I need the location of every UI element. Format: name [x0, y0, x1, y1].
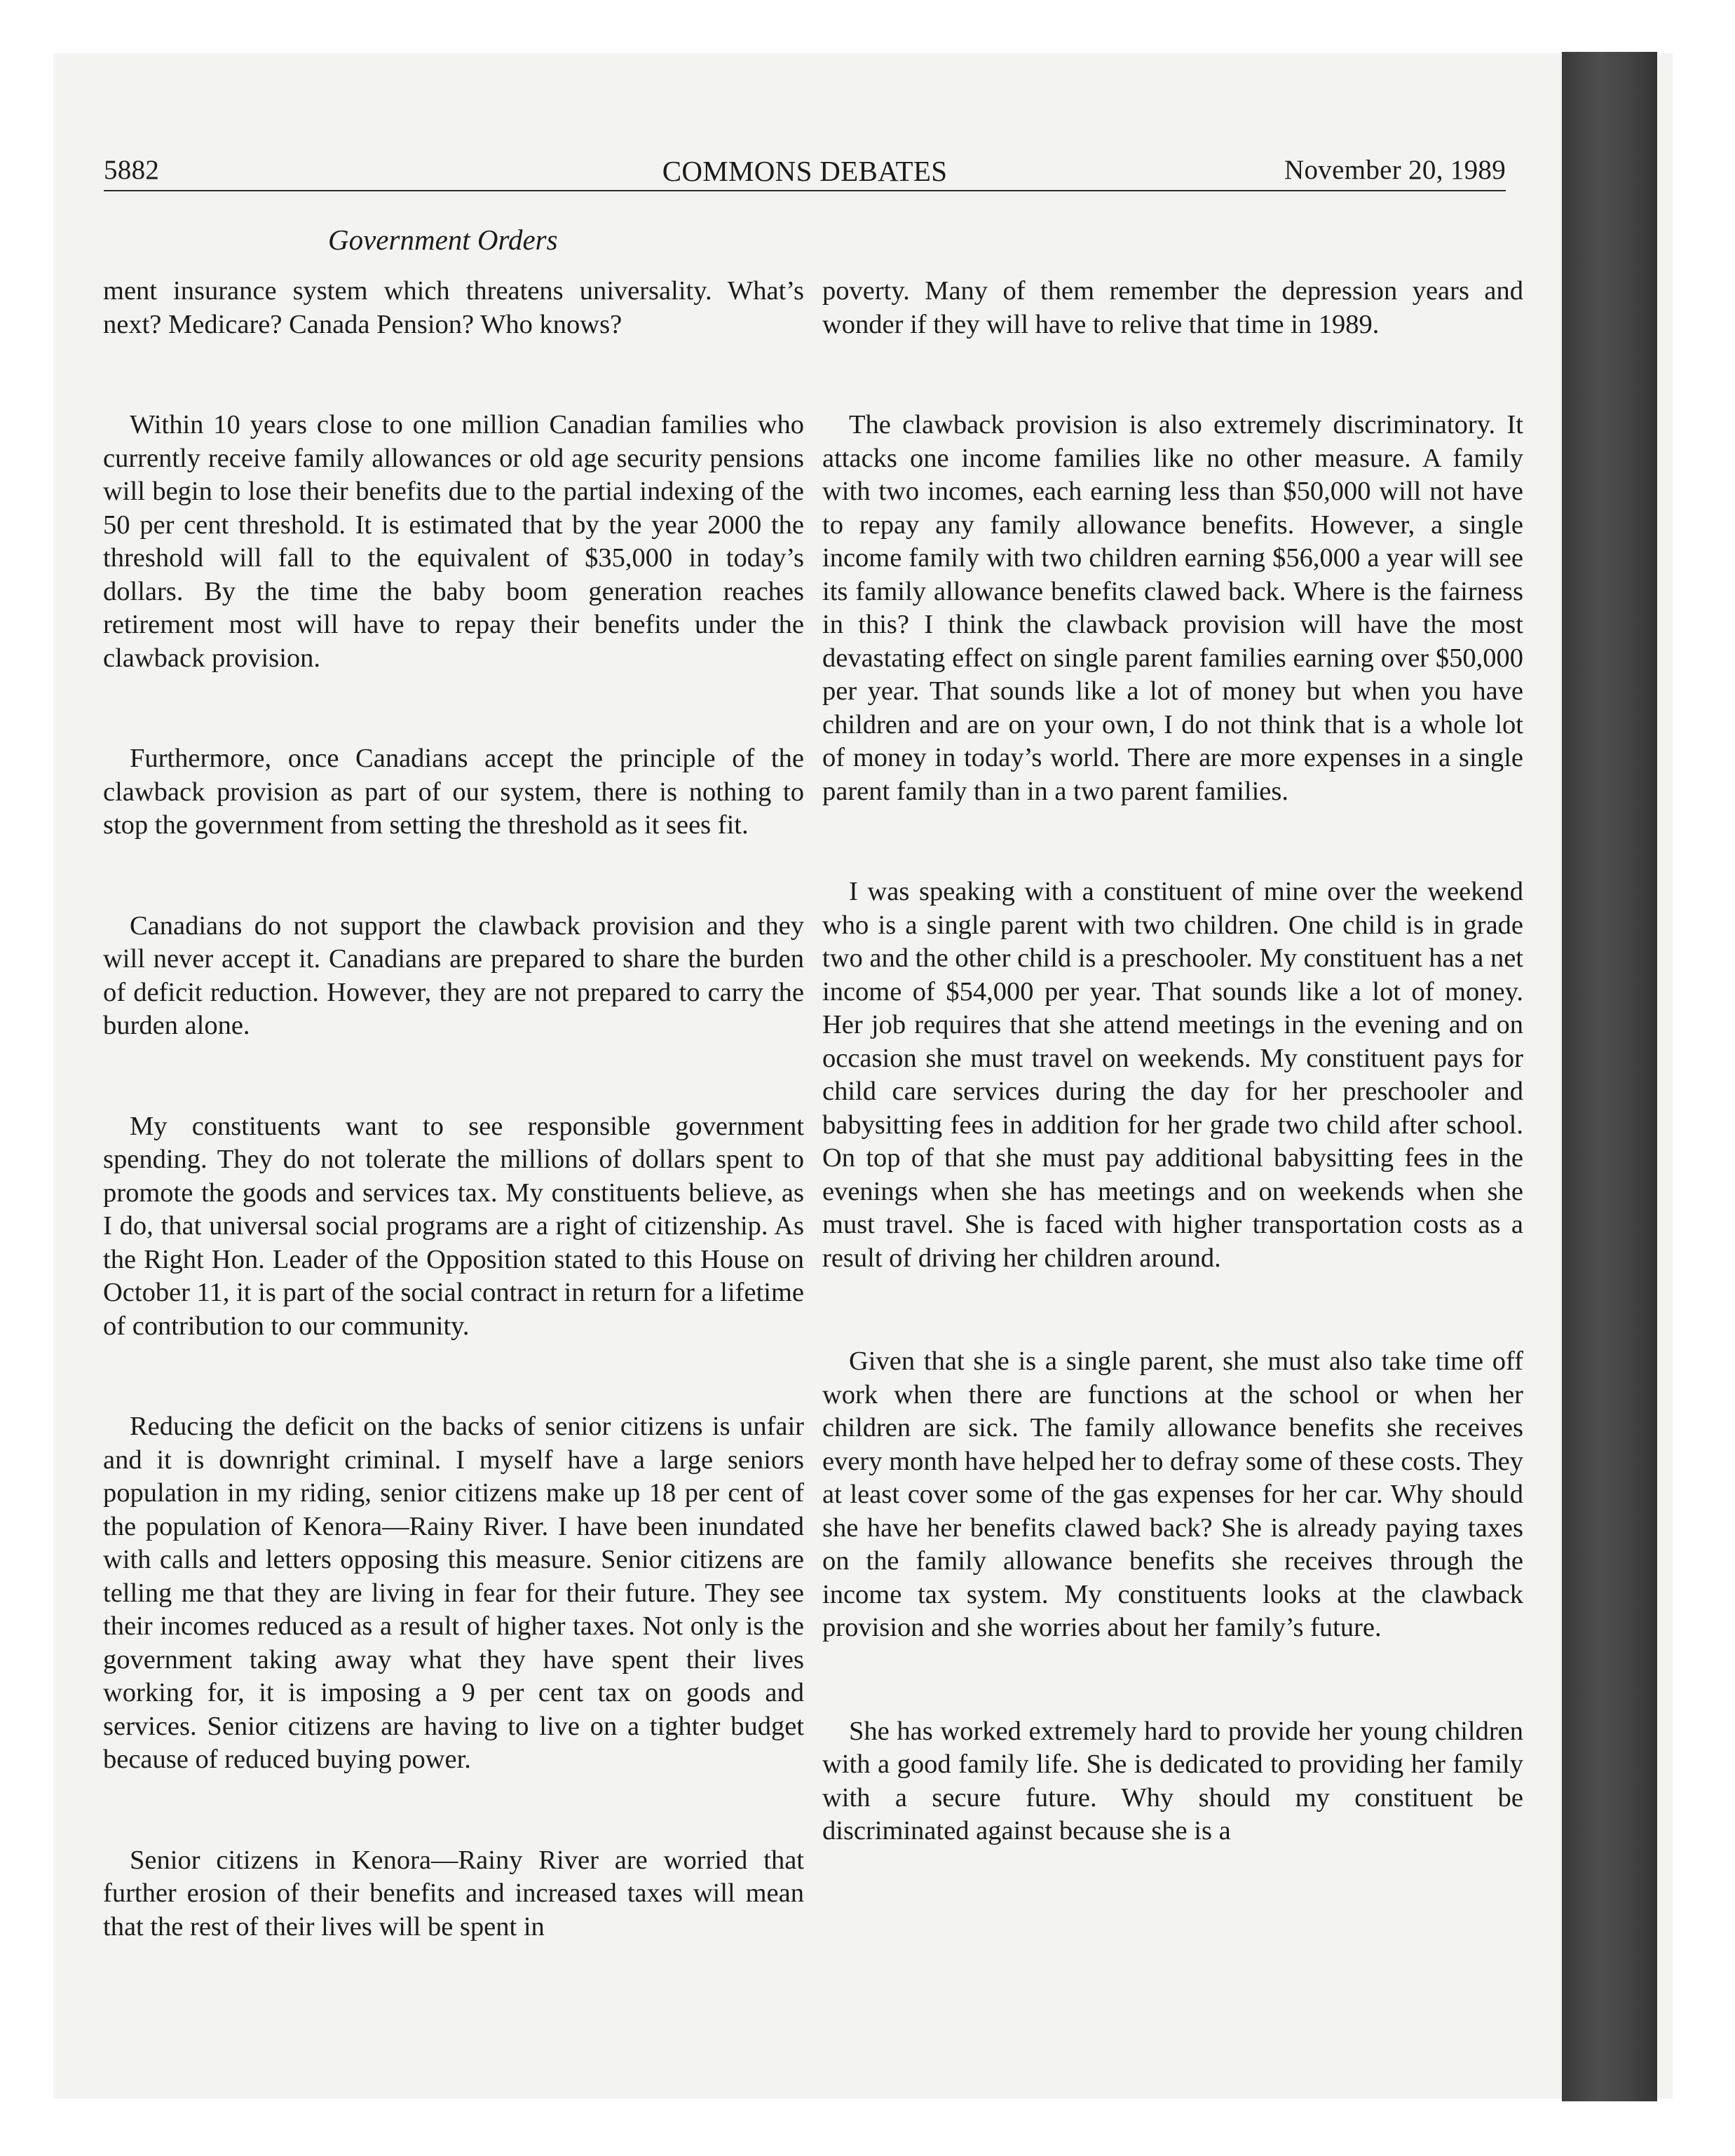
paragraph: The clawback provision is also extremely discriminatory. It attacks one income families like no other measure. A family with two incomes, each earning less than $50,000 will not have to repay any family allowance benefits. However, a single income family with two children earning $56,000 a year will see its family allowance benefits clawed back. Where is the fairness in this? I think the clawback provision will have the most devastating effect on single parent families earning over $50,000 per year. That sounds like a lot of money but when you have children and are on your own, I do not think that is a whole lot of money in today’s world. There are more expenses in a single parent family than in a two parent families. [822, 410, 1523, 806]
issue-date: November 20, 1989 [1284, 155, 1506, 185]
paragraph: Reducing the deficit on the backs of senior citizens is unfair and it is downright criminal. I myself have a large seniors population in my riding, senior citizens make up 18 per cent of the population of Kenora—Rainy River. I have been inundated with calls and letters opposing this measure. Senior citizens are telling me that they are living in fear for their future. They see their incomes reduced as a result of higher taxes. Not only is the government taking away what they have spent their lives working for, it is imposing a 9 per cent tax on goods and services. Senior citizens are having to live on a tighter budget because of reduced buying power. [103, 1412, 804, 1774]
header-rule [104, 190, 1506, 191]
paragraph: She has worked extremely hard to provide her young children with a good family life. She is dedicated to providing her family with a secure future. Why should my constituent be discriminated against because she is a [822, 1716, 1523, 1845]
paragraph: Furthermore, once Canadians accept the principle of the clawback provision as part of our system, there is nothing to stop the government from setting the threshold as it sees fit. [103, 744, 804, 840]
scan-edge-shadow [1562, 52, 1657, 2101]
page-number: 5882 [104, 155, 160, 185]
paragraph: poverty. Many of them remember the depression years and wonder if they will have to relive that time in 1989. [822, 276, 1523, 339]
paragraph: Senior citizens in Kenora—Rainy River are worried that further erosion of their benefits and increased taxes will mean that the rest of their lives will be spent in [103, 1845, 804, 1942]
section-title: Government Orders [328, 224, 558, 256]
page-header [104, 149, 1506, 192]
paragraph: My constituents want to see responsible government spending. They do not tolerate the millions of dollars spent to promote the goods and services tax. My constituents believe, as I do, that universal social programs are a right of citizenship. As the Right Hon. Leader of the Opposition stated to this House on October 11, it is part of the social contract in return for a lifetime of contribution to our community. [103, 1111, 804, 1341]
paragraph: Within 10 years close to one million Canadian families who currently receive family allowances or old age security pensions will begin to lose their benefits due to the partial indexing of the 50 per cent threshold. It is estimated that by the year 2000 the threshold will fall to the equivalent of $35,000 in today’s dollars. By the time the baby boom generation reaches retirement most will have to repay their benefits under the clawback provision. [103, 410, 804, 673]
paragraph: Canadians do not support the clawback provision and they will never accept it. Canadians are prepared to share the burden of deficit reduction. However, they are not prepared to carry the burden alone. [103, 910, 804, 1040]
right-column [822, 275, 1523, 1848]
paragraph: I was speaking with a constituent of mine over the weekend who is a single parent with two children. One child is in grade two and the other child is a preschooler. My constituent has a net income of $54,000 per year. That sounds like a lot of money. Her job requires that she attend meetings in the evening and on occasion she must travel on weekends. My constituent pays for child care services during the day for her preschooler and babysitting fees in addition for her grade two child after school. On top of that she must pay additional babysitting fees in the evenings when she has meetings and on weekends when she must travel. She is faced with higher transportation costs as a result of driving her children around. [822, 877, 1523, 1273]
paragraph: Given that she is a single parent, she must also take time off work when there are functions at the school or when her children are sick. The family allowance benefits she receives every month have helped her to defray some of these costs. They at least cover some of the gas expenses for her car. Why should she have her benefits clawed back? She is already paying taxes on the family allowance benefits she receives through the income tax system. My constituents looks at the clawback provision and she worries about her family’s future. [822, 1346, 1523, 1642]
paragraph: ment insurance system which threatens universality. What’s next? Medicare? Canada Pension? Who knows? [103, 276, 804, 339]
journal-title: COMMONS DEBATES [662, 155, 948, 187]
left-column [103, 275, 804, 1944]
